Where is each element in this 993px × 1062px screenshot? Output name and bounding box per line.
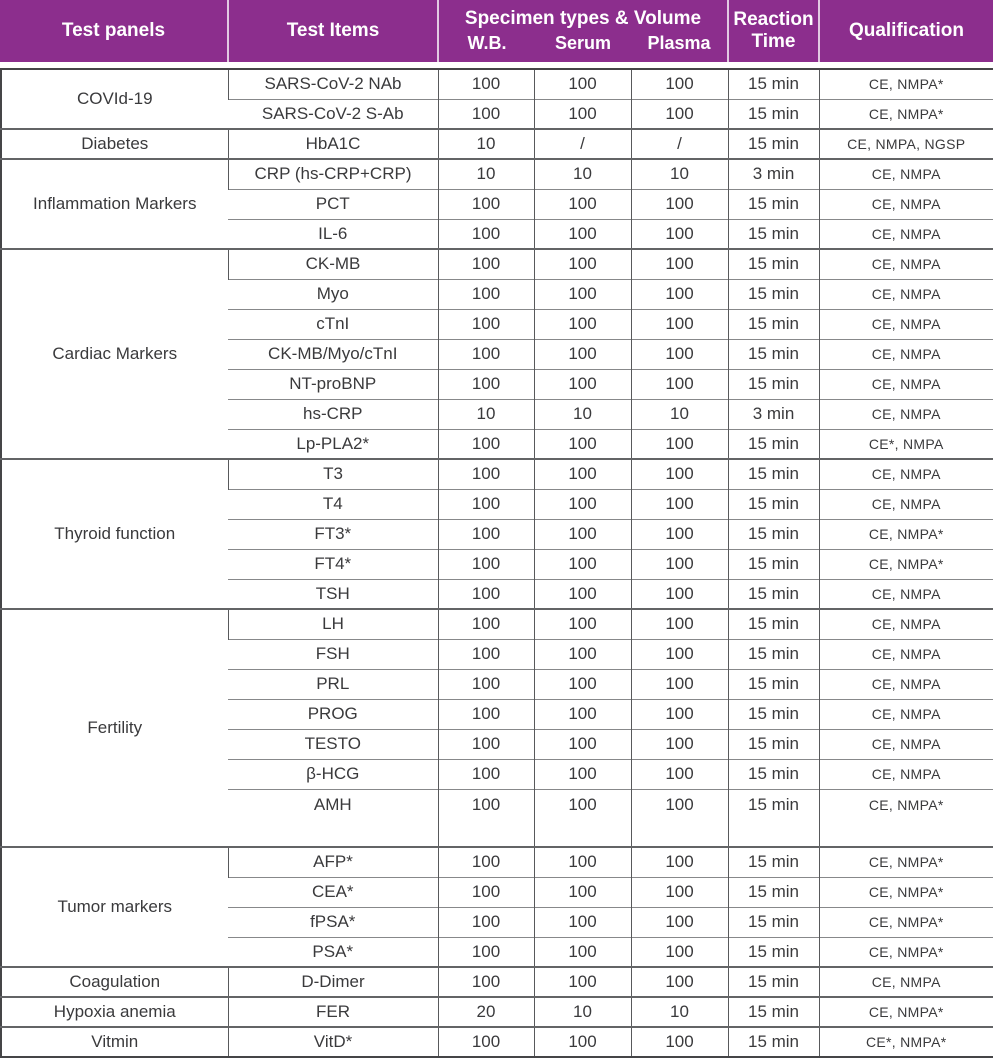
reaction-time-cell: 15 min [728,219,819,249]
reaction-time-cell: 15 min [728,579,819,609]
test-item-cell: AFP* [228,847,438,877]
serum-volume-cell: 100 [534,249,631,279]
test-item-cell: PCT [228,189,438,219]
reaction-time-cell: 15 min [728,69,819,99]
wb-volume-cell: 100 [438,759,534,789]
table-header [0,0,993,62]
table-body [1,69,993,1057]
test-item-cell: CEA* [228,877,438,907]
test-item-cell: Myo [228,279,438,309]
wb-volume-cell: 20 [438,997,534,1027]
wb-volume-cell: 100 [438,847,534,877]
plasma-volume-cell: / [631,129,728,159]
serum-volume-cell: 10 [534,997,631,1027]
test-panels-table [0,68,993,1058]
serum-volume-cell: 100 [534,99,631,129]
wb-volume-cell: 10 [438,399,534,429]
reaction-time-cell: 15 min [728,369,819,399]
plasma-volume-cell: 100 [631,99,728,129]
table-row [1,459,993,489]
test-item-cell: T4 [228,489,438,519]
reaction-time-cell: 15 min [728,759,819,789]
qualification-cell: CE, NMPA [819,339,993,369]
table-row [1,69,993,99]
reaction-time-cell: 15 min [728,639,819,669]
table-row [1,847,993,877]
test-panel-cell: COVId-19 [76,89,153,108]
serum-volume-cell: 100 [534,1027,631,1057]
test-item-cell: D-Dimer [228,967,438,997]
qualification-cell: CE, NMPA [819,609,993,639]
test-panel-cell: Vitmin [1,1027,228,1057]
serum-volume-cell: 100 [534,967,631,997]
qualification-cell: CE, NMPA [819,219,993,249]
test-item-cell: fPSA* [228,907,438,937]
wb-volume-cell: 100 [438,489,534,519]
test-panel-cell: Diabetes [1,129,228,159]
test-panel-cell: Fertility [1,609,228,847]
header-plasma-column: Plasma [647,33,711,54]
table-row [1,1027,993,1057]
test-item-cell: Lp-PLA2* [228,429,438,459]
plasma-volume-cell: 100 [631,429,728,459]
plasma-volume-cell: 100 [631,907,728,937]
test-item-cell: CK-MB [228,249,438,279]
reaction-time-cell: 15 min [728,907,819,937]
serum-volume-cell: 100 [534,429,631,459]
serum-volume-cell: 100 [534,759,631,789]
wb-volume-cell: 100 [438,279,534,309]
serum-volume-cell: 100 [534,609,631,639]
test-item-cell: CRP (hs-CRP+CRP) [228,159,438,189]
header-qualification: Qualification [818,0,993,62]
qualification-cell: CE, NMPA [819,967,993,997]
serum-volume-cell: 100 [534,789,631,847]
plasma-volume-cell: 100 [631,549,728,579]
wb-volume-cell: 100 [438,937,534,967]
serum-volume-cell: 100 [534,219,631,249]
reaction-time-cell: 3 min [728,399,819,429]
serum-volume-cell: 100 [534,549,631,579]
reaction-time-cell: 15 min [728,549,819,579]
reaction-time-cell: 15 min [728,609,819,639]
test-item-cell: cTnI [228,309,438,339]
reaction-time-cell: 15 min [728,279,819,309]
reaction-time-cell: 15 min [728,789,819,847]
serum-volume-cell: 100 [534,339,631,369]
table-row [1,609,993,639]
wb-volume-cell: 100 [438,609,534,639]
test-panel-cell: Cardiac Markers [1,249,228,459]
test-item-cell: TESTO [228,729,438,759]
wb-volume-cell: 100 [438,579,534,609]
wb-volume-cell: 100 [438,249,534,279]
reaction-time-cell: 15 min [728,519,819,549]
serum-volume-cell: 10 [534,399,631,429]
qualification-cell: CE, NMPA, NGSP [819,129,993,159]
test-item-cell: PSA* [228,937,438,967]
wb-volume-cell: 100 [438,729,534,759]
qualification-cell: CE, NMPA [819,489,993,519]
reaction-time-cell: 15 min [728,309,819,339]
qualification-cell: CE, NMPA [819,729,993,759]
test-item-cell: CK-MB/Myo/cTnI [228,339,438,369]
serum-volume-cell: 100 [534,907,631,937]
plasma-volume-cell: 100 [631,967,728,997]
wb-volume-cell: 100 [438,1027,534,1057]
serum-volume-cell: 100 [534,279,631,309]
reaction-time-cell: 15 min [728,99,819,129]
wb-volume-cell: 100 [438,907,534,937]
wb-volume-cell: 100 [438,309,534,339]
header-specimen-title: Specimen types & Volume [464,8,702,30]
wb-volume-cell: 100 [438,369,534,399]
test-item-cell: SARS-CoV-2 S-Ab [228,99,438,129]
reaction-time-cell: 15 min [728,699,819,729]
test-panel-cell: Inflammation Markers [1,159,228,249]
serum-volume-cell: 100 [534,309,631,339]
wb-volume-cell: 10 [438,159,534,189]
wb-volume-cell: 100 [438,519,534,549]
serum-volume-cell: 100 [534,699,631,729]
serum-volume-cell: 100 [534,69,631,99]
reaction-time-cell: 15 min [728,937,819,967]
table-row [1,129,993,159]
plasma-volume-cell: 100 [631,369,728,399]
test-panel-cell: Thyroid function [1,459,228,609]
qualification-cell: CE, NMPA [819,699,993,729]
qualification-cell: CE, NMPA [819,309,993,339]
test-item-cell: FT4* [228,549,438,579]
qualification-cell: CE, NMPA* [819,847,993,877]
header-serum-column: Serum [554,33,612,54]
reaction-time-cell: 15 min [728,459,819,489]
qualification-cell: CE, NMPA [819,669,993,699]
qualification-cell: CE, NMPA* [819,937,993,967]
serum-volume-cell: 100 [534,847,631,877]
serum-volume-cell: 100 [534,669,631,699]
reaction-time-cell: 15 min [728,997,819,1027]
test-item-cell: NT-proBNP [228,369,438,399]
serum-volume-cell: 100 [534,579,631,609]
plasma-volume-cell: 100 [631,937,728,967]
wb-volume-cell: 100 [438,789,534,847]
plasma-volume-cell: 100 [631,609,728,639]
plasma-volume-cell: 10 [631,159,728,189]
reaction-time-cell: 3 min [728,159,819,189]
qualification-cell: CE, NMPA* [819,549,993,579]
wb-volume-cell: 100 [438,669,534,699]
plasma-volume-cell: 100 [631,519,728,549]
serum-volume-cell: 100 [534,729,631,759]
test-panel-cell: Hypoxia anemia [1,997,228,1027]
test-item-cell: FSH [228,639,438,669]
wb-volume-cell: 10 [438,129,534,159]
reaction-time-cell: 15 min [728,877,819,907]
reaction-time-cell: 15 min [728,489,819,519]
test-item-cell: FER [228,997,438,1027]
reaction-time-cell: 15 min [728,189,819,219]
plasma-volume-cell: 100 [631,339,728,369]
reaction-time-cell: 15 min [728,339,819,369]
plasma-volume-cell: 100 [631,1027,728,1057]
reaction-time-cell: 15 min [728,129,819,159]
wb-volume-cell: 100 [438,99,534,129]
qualification-cell: CE, NMPA* [819,519,993,549]
serum-volume-cell: / [534,129,631,159]
test-panel-cell: Coagulation [1,967,228,997]
qualification-cell: CE, NMPA* [819,69,993,99]
test-item-cell: VitD* [228,1027,438,1057]
serum-volume-cell: 100 [534,369,631,399]
qualification-cell: CE, NMPA [819,279,993,309]
plasma-volume-cell: 10 [631,997,728,1027]
plasma-volume-cell: 100 [631,759,728,789]
serum-volume-cell: 100 [534,519,631,549]
wb-volume-cell: 100 [438,967,534,997]
plasma-volume-cell: 100 [631,249,728,279]
reaction-time-cell: 15 min [728,249,819,279]
serum-volume-cell: 100 [534,489,631,519]
qualification-cell: CE, NMPA* [819,99,993,129]
serum-volume-cell: 100 [534,459,631,489]
reaction-time-cell: 15 min [728,669,819,699]
test-item-cell: HbA1C [228,129,438,159]
test-item-cell: PRL [228,669,438,699]
wb-volume-cell: 100 [438,877,534,907]
test-item-cell: FT3* [228,519,438,549]
plasma-volume-cell: 100 [631,699,728,729]
plasma-volume-cell: 100 [631,189,728,219]
test-item-cell: β-HCG [228,759,438,789]
reaction-time-cell: 15 min [728,1027,819,1057]
wb-volume-cell: 100 [438,219,534,249]
qualification-cell: CE, NMPA [819,249,993,279]
reaction-time-cell: 15 min [728,967,819,997]
qualification-cell: CE, NMPA* [819,997,993,1027]
qualification-cell: CE*, NMPA [819,429,993,459]
test-item-cell: hs-CRP [228,399,438,429]
table-row [1,249,993,279]
reaction-time-cell: 15 min [728,429,819,459]
table-row [1,997,993,1027]
plasma-volume-cell: 100 [631,669,728,699]
qualification-cell: CE*, NMPA* [819,1027,993,1057]
serum-volume-cell: 100 [534,639,631,669]
plasma-volume-cell: 100 [631,69,728,99]
qualification-cell: CE, NMPA* [819,907,993,937]
plasma-volume-cell: 100 [631,877,728,907]
qualification-cell: CE, NMPA [819,369,993,399]
wb-volume-cell: 100 [438,699,534,729]
test-item-cell: SARS-CoV-2 NAb [228,69,438,99]
qualification-cell: CE, NMPA [819,189,993,219]
wb-volume-cell: 100 [438,429,534,459]
qualification-cell: CE, NMPA [819,459,993,489]
wb-volume-cell: 100 [438,459,534,489]
qualification-cell: CE, NMPA* [819,877,993,907]
plasma-volume-cell: 100 [631,789,728,847]
plasma-volume-cell: 100 [631,309,728,339]
wb-volume-cell: 100 [438,189,534,219]
serum-volume-cell: 100 [534,189,631,219]
header-reaction-time: Reaction Time [727,0,818,62]
plasma-volume-cell: 100 [631,639,728,669]
qualification-cell: CE, NMPA [819,579,993,609]
header-test-items: Test Items [227,0,437,62]
plasma-volume-cell: 10 [631,399,728,429]
qualification-cell: CE, NMPA [819,159,993,189]
reaction-time-cell: 15 min [728,847,819,877]
plasma-volume-cell: 100 [631,219,728,249]
test-item-cell: AMH [228,789,438,847]
serum-volume-cell: 10 [534,159,631,189]
qualification-cell: CE, NMPA* [819,789,993,847]
plasma-volume-cell: 100 [631,279,728,309]
header-wb-column: W.B. [467,33,507,54]
wb-volume-cell: 100 [438,69,534,99]
test-item-cell: TSH [228,579,438,609]
table-row [1,159,993,189]
test-panel-cell: Tumor markers [1,847,228,967]
wb-volume-cell: 100 [438,339,534,369]
plasma-volume-cell: 100 [631,579,728,609]
test-item-cell: PROG [228,699,438,729]
plasma-volume-cell: 100 [631,459,728,489]
header-specimen-group [437,0,727,62]
qualification-cell: CE, NMPA [819,639,993,669]
serum-volume-cell: 100 [534,877,631,907]
table-row [1,967,993,997]
plasma-volume-cell: 100 [631,729,728,759]
plasma-volume-cell: 100 [631,489,728,519]
test-item-cell: IL-6 [228,219,438,249]
plasma-volume-cell: 100 [631,847,728,877]
reaction-time-cell: 15 min [728,729,819,759]
qualification-cell: CE, NMPA [819,399,993,429]
header-specimen-subcolumns [439,33,727,54]
wb-volume-cell: 100 [438,639,534,669]
wb-volume-cell: 100 [438,549,534,579]
test-item-cell: LH [228,609,438,639]
serum-volume-cell: 100 [534,937,631,967]
qualification-cell: CE, NMPA [819,759,993,789]
header-test-panels: Test panels [61,20,166,42]
test-item-cell: T3 [228,459,438,489]
